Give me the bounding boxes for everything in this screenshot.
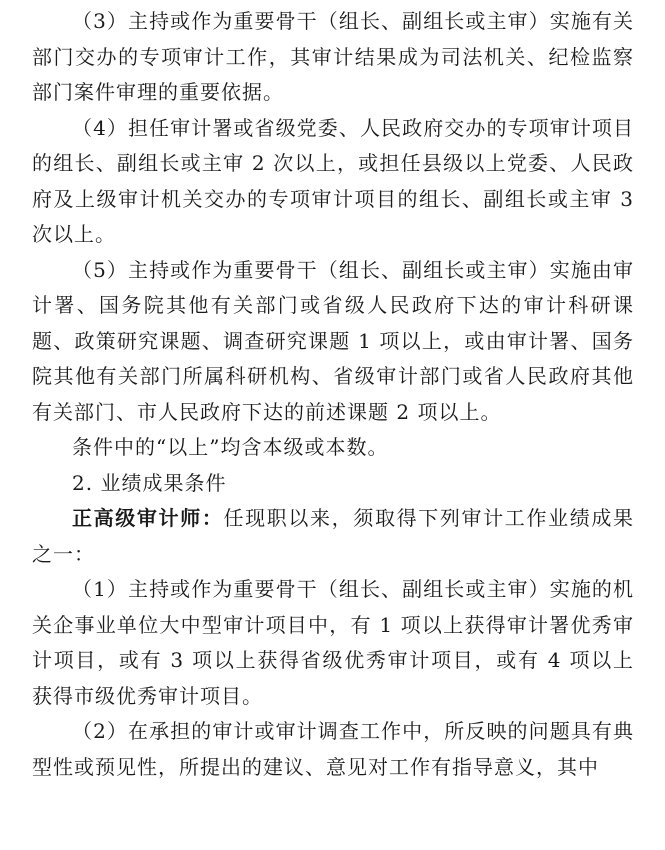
- paragraph-achievement-2: （2）在承担的审计或审计调查工作中，所反映的问题具有典型性或预见性，所提出的建议、意见对工作有指导意义，其中: [32, 719, 634, 779]
- senior-auditor-text: 任现职以来，须取得下列审计工作业绩成果之一：: [32, 506, 635, 566]
- paragraph-item-4: （4）担任审计署或省级党委、人民政府交办的专项审计项目的组长、副组长或主审 2 次以上，或担任县级以上党委、人民政府及上级审计机关交办的专项审计项目的组长、副组长或主审 3 次以上。: [32, 115, 634, 246]
- senior-auditor-label: 正高级审计师：: [72, 506, 224, 530]
- paragraph-item-5: （5）主持或作为重要骨干（组长、副组长或主审）实施由审计署、国务院其他有关部门或省级人民政府下达的审计科研课题、政策研究课题、调查研究课题 1 项以上，或由审计署、国务院其他有关部门所属科研机构、省级审计部门或省人民政府其他有关部门、市人民政府下达的前述课题 2 项以上。: [32, 257, 634, 424]
- document-page: [32, 4, 634, 785]
- paragraph-achievement-1: （1）主持或作为重要骨干（组长、副组长或主审）实施的机关企事业单位大中型审计项目中，有 1 项以上获得审计署优秀审计项目，或有 3 项以上获得省级优秀审计项目，或有 4 项以上获得市级优秀审计项目。: [32, 577, 634, 708]
- paragraph-note: 条件中的“以上”均含本级或本数。: [72, 435, 389, 459]
- paragraph-item-3: （3）主持或作为重要骨干（组长、副组长或主审）实施有关部门交办的专项审计工作，其审计结果成为司法机关、纪检监察部门案件审理的重要依据。: [32, 9, 634, 104]
- section-heading: 2. 业绩成果条件: [72, 470, 227, 495]
- paragraph-senior-auditor: [32, 501, 634, 572]
